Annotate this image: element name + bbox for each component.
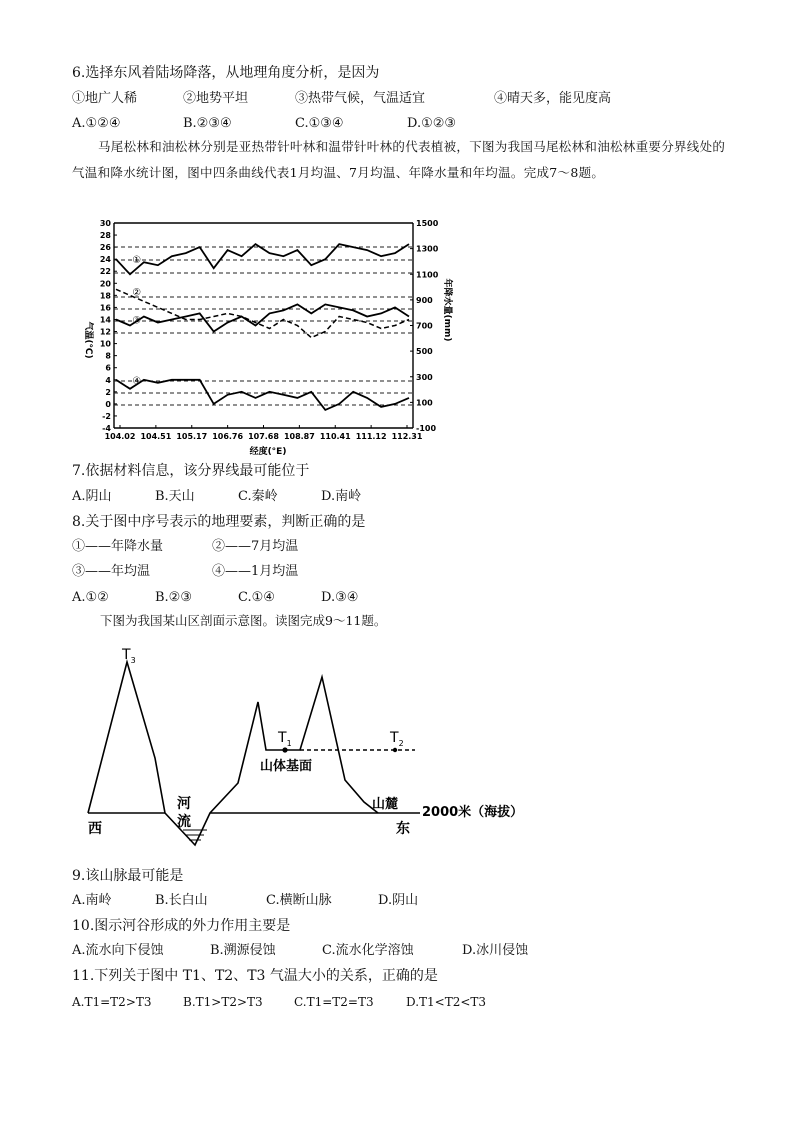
q7-stem: 7.依据材料信息，该分界线最可能位于 [72, 463, 310, 479]
q6-option-a: A.①②④ [72, 116, 121, 131]
left-tick-label: 6 [105, 363, 111, 373]
piedmont-label: 山麓 [372, 797, 399, 812]
right-tick-label: 700 [416, 321, 433, 331]
t1-label: $T_1$ [278, 730, 292, 748]
q6-option-c: C.①③④ [295, 116, 344, 131]
x-tick-label: 107.68 [248, 432, 279, 441]
intro-7-8: 马尾松林和油松林分别是亚热带针叶林和温带针叶林的代表植被，下图为我国马尾松林和油松林重要分界线处的气温和降水统计图，图中四条曲线代表1月均温、7月均温、年降水量和年均温。完成7～8题。 [72, 139, 726, 180]
left-tick-label: 8 [105, 351, 111, 361]
right-axis-label: 年降水量(mm) [442, 278, 452, 342]
q7-option-c: C.秦岭 [238, 489, 278, 504]
x-tick-label: 106.76 [212, 432, 244, 441]
q10-stem: 10.图示河谷形成的外力作用主要是 [72, 918, 291, 934]
east-label: 东 [396, 821, 410, 837]
left-tick-label: 24 [99, 255, 111, 265]
q11-option-c: C.T1=T2=T3 [294, 995, 374, 1009]
right-tick-label: 100 [416, 398, 433, 408]
left-tick-label: 30 [99, 219, 111, 228]
q6-item-1: ①地广人稀 [72, 91, 138, 106]
right-tick-label: -100 [416, 424, 437, 433]
x-tick-label: 110.41 [319, 432, 351, 441]
x-axis-label: 经度(°E) [249, 447, 287, 457]
left-axis-label: 气温(℃) [83, 321, 93, 359]
q9-option-d: D.阴山 [378, 893, 419, 908]
series-marker-3: ③ [132, 315, 142, 327]
q6-option-b: B.②③④ [183, 116, 232, 131]
q9-option-c: C.横断山脉 [266, 893, 332, 908]
q10-option-c: C.流水化学溶蚀 [322, 943, 414, 958]
t1-point [282, 747, 287, 752]
right-tick-label: 1300 [416, 244, 439, 254]
x-tick-label: 111.12 [355, 432, 387, 441]
t3-label: $T_3$ [122, 647, 136, 665]
q8-item-2: ②——7月均温 [212, 539, 299, 554]
q6-stem: 6.选择东风着陆场降落，从地理角度分析，是因为 [72, 65, 380, 81]
left-tick-label: -2 [102, 411, 111, 421]
series-line-1 [116, 244, 409, 274]
series-marker-2: ② [132, 287, 142, 299]
q6-item-2: ②地势平坦 [183, 91, 249, 106]
x-tick-label: 104.02 [104, 432, 136, 441]
left-tick-label: 20 [99, 279, 111, 289]
mountain-profile-diagram [70, 640, 540, 865]
q10-option-a: A.流水向下侵蚀 [72, 943, 164, 958]
altitude-label: 2000米（海拔） [422, 805, 524, 820]
left-tick-label: 12 [99, 327, 111, 337]
q11-option-b: B.T1>T2>T3 [183, 995, 263, 1009]
series-marker-4: ④ [132, 375, 142, 387]
q9-option-a: A.南岭 [72, 893, 112, 908]
climate-chart [78, 212, 450, 458]
q9-stem: 9.该山脉最可能是 [72, 868, 184, 884]
mountain-profile-line [88, 662, 378, 845]
q6-option-d: D.①②③ [407, 116, 457, 131]
river-water-lines [183, 830, 207, 840]
q9-option-b: B.长白山 [155, 893, 208, 908]
x-tick-label: 105.17 [176, 432, 208, 441]
q8-stem: 8.关于图中序号表示的地理要素，判断正确的是 [72, 514, 366, 530]
q8-option-b: B.②③ [155, 590, 192, 605]
right-tick-label: 1100 [416, 270, 439, 280]
west-label: 西 [88, 821, 102, 837]
q10-option-d: D.冰川侵蚀 [462, 943, 529, 958]
x-tick-label: 112.31 [391, 432, 423, 441]
intro-9-11: 下图为我国某山区剖面示意图。读图完成9～11题。 [100, 613, 387, 628]
left-tick-label: 26 [99, 243, 111, 253]
right-tick-label: 1500 [416, 219, 439, 228]
q10-option-b: B.溯源侵蚀 [210, 943, 276, 958]
q6-item-4: ④晴天多，能见度高 [494, 91, 612, 106]
left-tick-label: 2 [105, 387, 111, 397]
river-label-2: 流 [177, 814, 191, 830]
q11-option-d: D.T1<T2<T3 [406, 995, 487, 1009]
q6-item-3: ③热带气候，气温适宜 [295, 91, 426, 106]
q11-stem: 11.下列关于图中 T1、T2、T3 气温大小的关系，正确的是 [72, 968, 438, 984]
river-label-1: 河 [177, 796, 191, 812]
right-tick-label: 500 [416, 347, 433, 357]
q7-option-b: B.天山 [155, 489, 195, 504]
x-tick-label: 104.51 [140, 432, 172, 441]
left-tick-label: 18 [99, 291, 111, 301]
mountain-base-label: 山体基面 [260, 759, 313, 774]
left-tick-label: 4 [105, 375, 111, 385]
q8-option-a: A.①② [72, 590, 109, 605]
q8-item-1: ①——年降水量 [72, 539, 164, 554]
left-tick-label: 22 [99, 267, 111, 277]
q7-option-d: D.南岭 [321, 489, 362, 504]
t2-label: $T_2$ [390, 730, 404, 748]
left-tick-label: 10 [99, 339, 111, 349]
left-tick-label: 28 [99, 231, 111, 241]
series-marker-1: ① [132, 255, 142, 267]
q8-item-3: ③——年均温 [72, 564, 151, 579]
q7-option-a: A.阴山 [72, 489, 112, 504]
left-tick-label: -4 [102, 424, 111, 433]
right-tick-label: 300 [416, 372, 433, 382]
series-line-3 [116, 304, 409, 331]
left-tick-label: 14 [99, 315, 111, 325]
q8-option-c: C.①④ [238, 590, 275, 605]
t2-point [393, 748, 397, 752]
right-tick-label: 900 [416, 295, 433, 305]
left-tick-label: 0 [105, 399, 111, 409]
left-tick-label: 16 [99, 303, 111, 313]
q8-option-d: D.③④ [321, 590, 359, 605]
q11-option-a: A.T1=T2>T3 [72, 995, 152, 1009]
x-tick-label: 108.87 [283, 432, 315, 441]
q8-item-4: ④——1月均温 [212, 564, 299, 579]
